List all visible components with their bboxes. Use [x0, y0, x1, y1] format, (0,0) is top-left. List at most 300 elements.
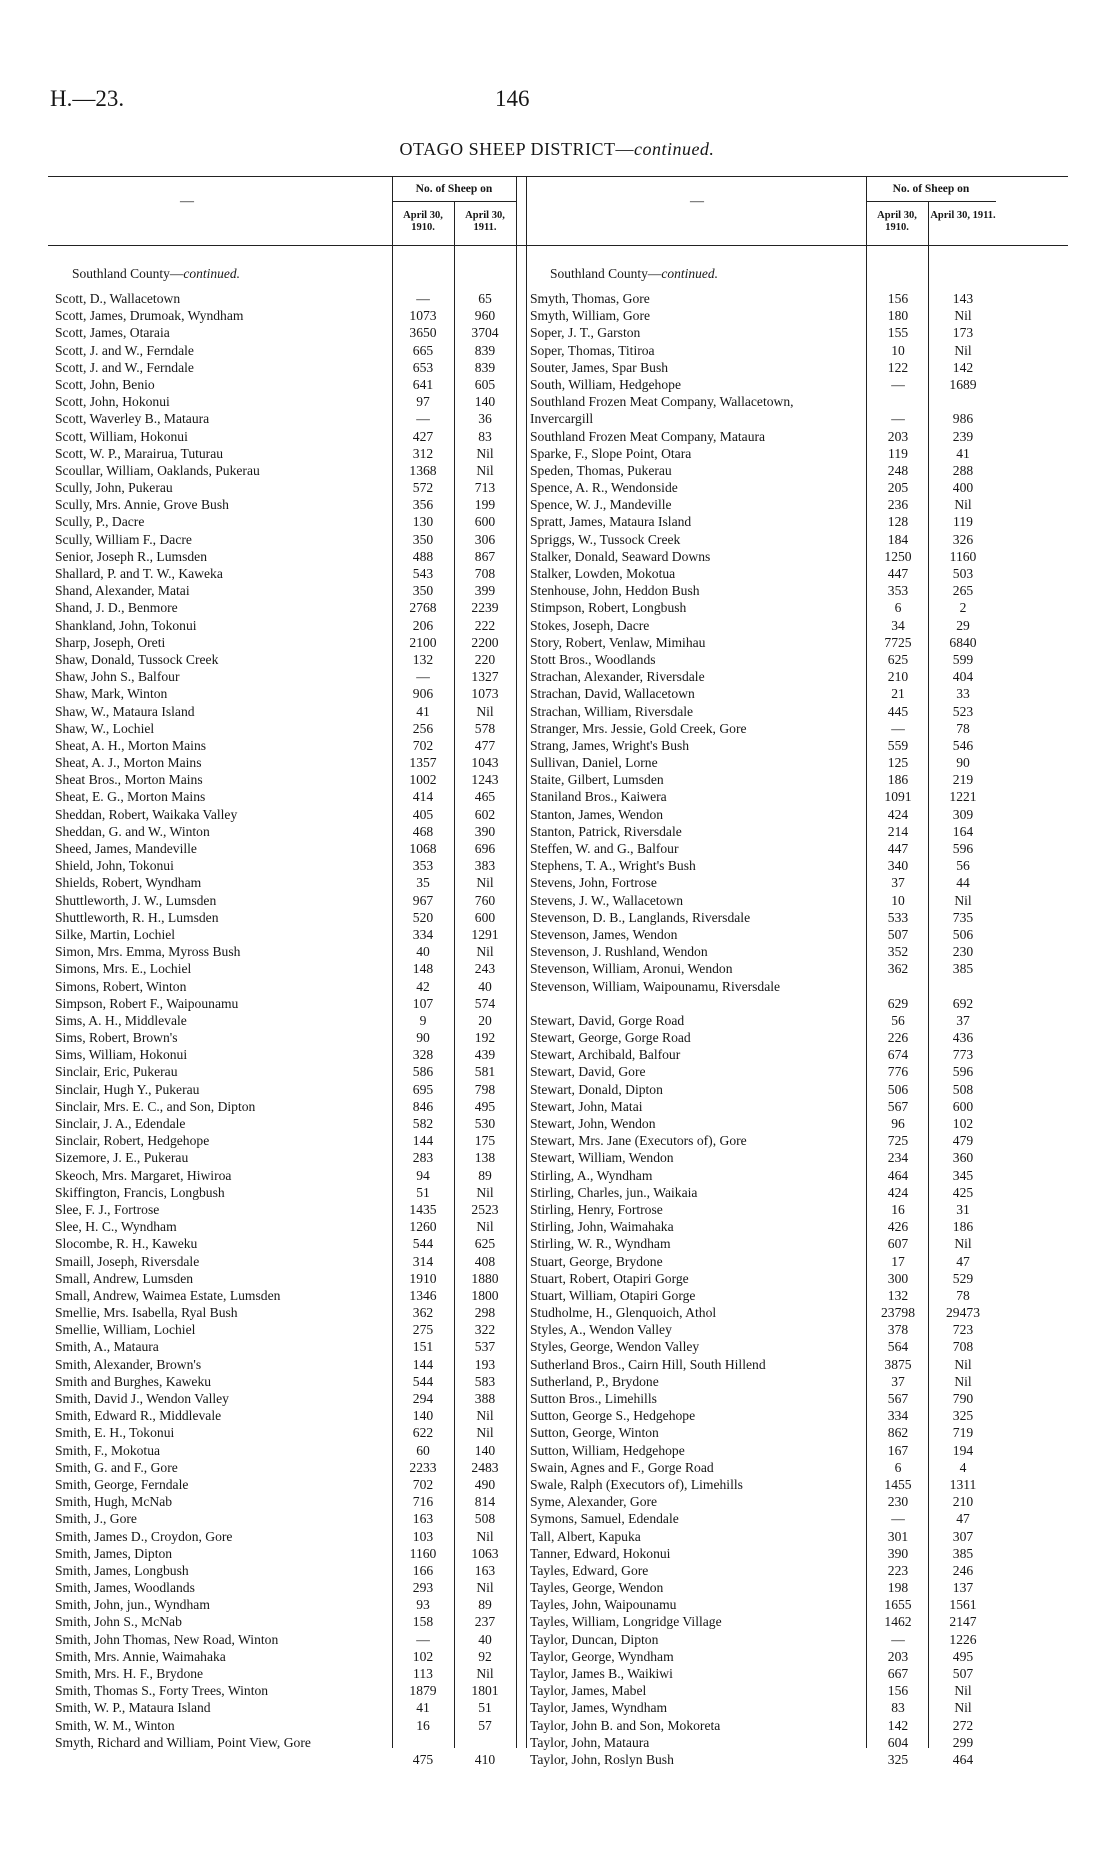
table-row — [530, 479, 1000, 496]
sheep-1911: 1689 — [949, 376, 977, 392]
sheep-1910: 350 — [412, 583, 434, 599]
sheep-1910: 334 — [412, 926, 434, 942]
owner-name: Sinclair, Hugh Y., Pukerau — [55, 1081, 200, 1097]
owner-name: Skiffington, Francis, Longbush — [55, 1184, 225, 1200]
sheep-1910: 37 — [891, 875, 905, 891]
table-row — [530, 1579, 1000, 1596]
sheep-1911: 29 — [956, 617, 970, 633]
owner-name: Sutton, George, Winton — [530, 1425, 659, 1441]
sheep-1911: 546 — [952, 737, 974, 753]
sheep-1910: 506 — [887, 1081, 909, 1097]
table-row — [530, 1442, 1000, 1459]
table-row — [55, 720, 525, 737]
owner-name: Sutherland Bros., Cairn Hill, South Hillend — [530, 1356, 766, 1372]
sheep-1910: 214 — [887, 823, 909, 839]
sheep-1911: 490 — [474, 1476, 496, 1492]
sheep-1911: 388 — [474, 1391, 496, 1406]
sheep-1910: 862 — [887, 1425, 909, 1441]
sheep-1911: Nil — [476, 1408, 494, 1424]
sheep-1911: 723 — [952, 1322, 974, 1338]
owner-name: Smith, E. H., Tokonui — [55, 1425, 175, 1441]
sheep-1910: 312 — [412, 445, 434, 461]
owner-name: Slee, H. C., Wyndham — [55, 1219, 177, 1235]
sheep-1911: 839 — [474, 342, 496, 358]
sheep-1910: 702 — [412, 1476, 434, 1492]
sheep-1910: 390 — [887, 1545, 909, 1561]
right-entries-list — [530, 290, 1000, 1768]
owner-name: Spriggs, W., Tussock Creek — [530, 531, 681, 547]
sheep-1911: 596 — [952, 841, 974, 857]
table-row — [530, 1596, 1000, 1613]
owner-name: Sheddan, G. and W., Winton — [55, 823, 210, 839]
owner-name: Stewart, Donald, Dipton — [530, 1081, 663, 1097]
table-row — [55, 1459, 525, 1476]
owner-name: Sheat, E. G., Morton Mains — [55, 789, 206, 805]
sheep-1910: 674 — [887, 1047, 909, 1063]
sheep-1910: 130 — [412, 514, 434, 530]
owner-name: Symons, Samuel, Edendale — [530, 1511, 679, 1527]
sheep-1910: 520 — [412, 909, 434, 925]
sheep-1911: Nil — [476, 462, 494, 478]
sheep-1910: — — [416, 1631, 430, 1647]
sheep-1910: 1357 — [409, 755, 437, 771]
owner-name: Scoullar, William, Oaklands, Pukerau — [55, 462, 260, 478]
sheep-1910: 725 — [887, 1133, 909, 1149]
owner-name: Sheat, A. H., Morton Mains — [55, 737, 207, 753]
table-row — [530, 1699, 1000, 1716]
table-row — [55, 909, 525, 926]
sheep-1911: 29473 — [946, 1305, 980, 1321]
owner-name: Smith, James, Woodlands — [55, 1580, 195, 1596]
sheep-1911: 89 — [478, 1597, 492, 1613]
owner-name: Stevenson, William, Aronui, Wendon — [530, 961, 733, 977]
sheep-1911: 56 — [956, 858, 970, 874]
table-row — [530, 531, 1000, 548]
sheep-1911: 41 — [956, 445, 970, 461]
sheep-1911: 199 — [474, 497, 496, 513]
sheep-1910: 665 — [412, 342, 434, 358]
sheep-1911: 867 — [474, 548, 496, 564]
sheep-1910: — — [891, 1631, 905, 1647]
owner-name: Swale, Ralph (Executors of), Limehills — [530, 1476, 743, 1492]
owner-name: Stirling, W. R., Wyndham — [530, 1236, 671, 1252]
sheep-1911: 51 — [478, 1700, 492, 1716]
sheep-1911: 102 — [952, 1116, 974, 1132]
table-row — [530, 1081, 1000, 1098]
owner-name: Smyth, Thomas, Gore — [530, 291, 650, 306]
sheep-1910: — — [891, 720, 905, 736]
sheep-1910: 166 — [412, 1562, 434, 1578]
owner-name: Southland Frozen Meat Company, Wallacetown, Invercargill — [530, 394, 794, 427]
table-row — [55, 1390, 525, 1407]
owner-name: Stranger, Mrs. Jessie, Gold Creek, Gore — [530, 720, 747, 736]
owner-name: Strachan, William, Riversdale — [530, 703, 694, 719]
sheep-1910: 256 — [412, 720, 434, 736]
sheep-1911: 798 — [474, 1081, 496, 1097]
owner-name: Stewart, David, Gorge Road — [530, 1012, 685, 1028]
table-row — [530, 1631, 1000, 1648]
table-row — [55, 1734, 525, 1768]
sheep-1910: 301 — [887, 1528, 909, 1544]
owner-name: Sheat, A. J., Morton Mains — [55, 755, 202, 771]
owner-name: Stokes, Joseph, Dacre — [530, 617, 650, 633]
owner-name: Tayles, George, Wendon — [530, 1580, 664, 1596]
sheep-1910: 140 — [412, 1408, 434, 1424]
table-row — [530, 582, 1000, 599]
sheep-1911: 33 — [956, 686, 970, 702]
sheep-1911: 814 — [474, 1494, 496, 1510]
owner-name: Scott, J. and W., Ferndale — [55, 342, 194, 358]
sheep-1911: 708 — [474, 566, 496, 581]
sheep-1911: 465 — [474, 789, 496, 805]
sheep-1911: 1043 — [471, 755, 499, 771]
table-row — [55, 617, 525, 634]
table-row — [530, 823, 1000, 840]
sheep-1910: 1250 — [884, 548, 912, 564]
left-no-of-sheep-header: No. of Sheep on — [415, 183, 493, 195]
sheep-1911: 2239 — [471, 600, 499, 616]
sheep-1910: 1879 — [409, 1683, 437, 1699]
sheep-1910: 507 — [887, 926, 909, 942]
sheep-1911: 65 — [478, 291, 492, 306]
table-top-rule — [48, 176, 1068, 177]
sheep-1911: 1880 — [471, 1270, 499, 1286]
sheep-1910: 427 — [412, 428, 434, 444]
table-row — [55, 1029, 525, 1046]
sheep-1910: 586 — [412, 1064, 434, 1080]
sheep-1910: 102 — [412, 1648, 434, 1664]
sheep-1910: 226 — [887, 1030, 909, 1046]
table-row — [55, 445, 525, 462]
owner-name: Sutton, William, Hedgehope — [530, 1442, 685, 1458]
sheep-1911: 495 — [474, 1098, 496, 1114]
table-row — [55, 513, 525, 530]
sheep-1910: 156 — [887, 1683, 909, 1699]
table-row — [530, 1648, 1000, 1665]
table-row — [55, 823, 525, 840]
sheep-1911: 600 — [952, 1098, 974, 1114]
table-row — [530, 806, 1000, 823]
sheep-1910: 300 — [887, 1270, 909, 1286]
sheep-1911: 1311 — [949, 1476, 977, 1492]
sheep-1910: 144 — [412, 1133, 434, 1149]
sheep-1910: 40 — [416, 944, 430, 960]
sheep-1911: 581 — [474, 1064, 496, 1080]
table-row — [55, 376, 525, 393]
table-row — [530, 978, 1000, 1012]
sheep-1911: 578 — [474, 720, 496, 736]
owner-name: Stuart, Robert, Otapiri Gorge — [530, 1270, 689, 1286]
sheep-1910: 488 — [412, 548, 434, 564]
sheep-1911: 138 — [474, 1150, 496, 1166]
sheep-1910: 356 — [412, 497, 434, 513]
table-row — [55, 806, 525, 823]
sheep-1910: 151 — [412, 1339, 434, 1355]
sheep-1910: 1368 — [409, 462, 437, 478]
table-row — [530, 445, 1000, 462]
owner-name: Staite, Gilbert, Lumsden — [530, 772, 664, 788]
owner-name: Stirling, Henry, Fortrose — [530, 1201, 663, 1217]
table-row — [530, 617, 1000, 634]
sheep-1911: 360 — [952, 1150, 974, 1166]
owner-name: Shand, Alexander, Matai — [55, 583, 190, 599]
owner-name: Scully, John, Pukerau — [55, 480, 173, 496]
left-entries-list — [55, 290, 525, 1768]
owner-name: Tayles, Edward, Gore — [530, 1562, 649, 1578]
sheep-1910: 203 — [887, 428, 909, 444]
sheep-1910: 641 — [412, 376, 434, 392]
left-col-1910-header: April 30, 1910. — [403, 210, 443, 233]
sheep-1911: 193 — [474, 1356, 496, 1372]
owner-name: Scott, Waverley B., Mataura — [55, 411, 210, 427]
sheep-1911: 137 — [952, 1580, 974, 1596]
table-row — [55, 531, 525, 548]
owner-name: Smith, James, Longbush — [55, 1562, 189, 1578]
sheep-1911: 265 — [952, 583, 974, 599]
sheep-1910: 156 — [887, 291, 909, 306]
table-row — [530, 1098, 1000, 1115]
owner-name: Smith, W. P., Mataura Island — [55, 1700, 211, 1716]
owner-name: Taylor, James B., Waikiwi — [530, 1666, 673, 1682]
sheep-1910: 248 — [887, 462, 909, 478]
sheep-1910: 2768 — [409, 600, 437, 616]
sheep-1910: 97 — [416, 394, 430, 410]
owner-name: Stalker, Lowden, Mokotua — [530, 566, 676, 582]
table-row — [55, 496, 525, 513]
table-row — [55, 290, 525, 307]
sheep-1911: 230 — [952, 944, 974, 960]
sheep-1910: 90 — [416, 1030, 430, 1046]
table-row — [530, 960, 1000, 977]
sheep-1911: 306 — [474, 531, 496, 547]
sheep-1911: 92 — [478, 1648, 492, 1664]
table-row — [530, 1665, 1000, 1682]
sheep-1910: 572 — [412, 480, 434, 496]
sheep-1911: 175 — [474, 1133, 496, 1149]
table-row — [55, 874, 525, 891]
sheep-1911: 583 — [474, 1373, 496, 1389]
sheep-1911: 574 — [474, 995, 496, 1011]
sheep-1910: 234 — [887, 1150, 909, 1166]
table-row — [55, 1201, 525, 1218]
sheep-1910: 906 — [412, 686, 434, 702]
table-row — [55, 1167, 525, 1184]
table-row — [55, 1476, 525, 1493]
sheep-1910: 96 — [891, 1116, 905, 1132]
table-row — [55, 840, 525, 857]
sheep-1911: Nil — [476, 1425, 494, 1441]
table-row — [55, 1046, 525, 1063]
sheep-1911: 605 — [474, 376, 496, 392]
sheep-1910: 426 — [887, 1219, 909, 1235]
table-row — [55, 1510, 525, 1527]
sheep-1911: 436 — [952, 1030, 974, 1046]
sheep-1910: 1910 — [409, 1270, 437, 1286]
sheep-1910: 567 — [887, 1391, 909, 1407]
owner-name: Stirling, Charles, jun., Waikaia — [530, 1184, 698, 1200]
owner-name: Story, Robert, Venlaw, Mimihau — [530, 634, 706, 650]
sheep-1910: 41 — [416, 703, 430, 719]
sheep-1911: 960 — [474, 308, 496, 324]
table-row — [55, 1613, 525, 1630]
sheep-1910: 314 — [412, 1253, 434, 1269]
owner-name: Sparke, F., Slope Point, Otara — [530, 445, 692, 461]
owner-name: Slocombe, R. H., Kaweku — [55, 1236, 198, 1252]
sheep-1910: 37 — [891, 1373, 905, 1389]
owner-name: Southland Frozen Meat Company, Mataura — [530, 428, 766, 444]
sheep-1910: 113 — [413, 1666, 433, 1681]
sheep-1910: 445 — [887, 703, 909, 719]
sheep-1910: 158 — [412, 1614, 434, 1630]
sheep-1911: 78 — [956, 720, 970, 736]
owner-name: Smith, Mrs. Annie, Waimahaka — [55, 1648, 226, 1664]
owner-name: Stenhouse, John, Heddon Bush — [530, 583, 700, 599]
owner-name: Smith, John S., McNab — [55, 1614, 182, 1630]
owner-name: Studholme, H., Glenquoich, Athol — [530, 1305, 717, 1321]
table-row — [55, 978, 525, 995]
sheep-1911: Nil — [954, 308, 972, 324]
sheep-1911: 140 — [474, 394, 496, 410]
owner-name: Smith, J., Gore — [55, 1511, 137, 1527]
sheep-1911: 272 — [952, 1717, 974, 1733]
table-row — [530, 1046, 1000, 1063]
table-row — [530, 342, 1000, 359]
table-row — [55, 1132, 525, 1149]
table-row — [530, 1373, 1000, 1390]
table-row — [530, 668, 1000, 685]
table-row — [530, 1184, 1000, 1201]
owner-name: Sinclair, Eric, Pukerau — [55, 1064, 178, 1080]
table-row — [55, 479, 525, 496]
table-row — [530, 1407, 1000, 1424]
sheep-1910: 622 — [412, 1425, 434, 1441]
sheep-1911: 507 — [952, 1666, 974, 1682]
owner-name: Sheat Bros., Morton Mains — [55, 772, 203, 788]
table-row — [55, 582, 525, 599]
sheep-1911: 164 — [952, 823, 974, 839]
owner-name: Tayles, William, Longridge Village — [530, 1614, 722, 1630]
sheep-1910: 148 — [412, 961, 434, 977]
table-row — [55, 410, 525, 427]
sheep-1911: 530 — [474, 1116, 496, 1131]
sheep-1911: 408 — [474, 1253, 496, 1269]
owner-name: Stevenson, J. Rushland, Wendon — [530, 944, 708, 960]
table-row — [530, 857, 1000, 874]
document-reference: H.—23. — [50, 86, 125, 111]
owner-name: Shand, J. D., Benmore — [55, 600, 178, 616]
table-row — [530, 1149, 1000, 1166]
sheep-1911: 47 — [956, 1511, 970, 1527]
table-row — [55, 1321, 525, 1338]
sheep-1910: 353 — [887, 583, 909, 599]
owner-name: Tanner, Edward, Hokonui — [530, 1545, 671, 1561]
sheep-1910: 42 — [416, 978, 430, 994]
sheep-1910: 475 — [412, 1751, 434, 1767]
sheep-1911: 986 — [952, 411, 974, 427]
sheep-1910: 362 — [412, 1305, 434, 1321]
table-row — [55, 1063, 525, 1080]
sheep-1910: 206 — [412, 617, 434, 633]
table-row — [530, 703, 1000, 720]
sheep-1911: 163 — [474, 1562, 496, 1578]
sheep-1911: 2 — [959, 600, 967, 616]
sheep-1911: 790 — [952, 1391, 974, 1407]
sheep-1910: 6 — [894, 1459, 902, 1475]
sheep-1910: 3875 — [884, 1356, 912, 1372]
table-row — [55, 1081, 525, 1098]
owner-name: Taylor, James, Mabel — [530, 1683, 647, 1699]
table-row — [55, 1115, 525, 1132]
sheep-1911: 495 — [952, 1648, 974, 1664]
table-row — [55, 1184, 525, 1201]
table-row — [55, 1235, 525, 1252]
owner-name: Staniland Bros., Kaiwera — [530, 789, 667, 805]
owner-name: Simon, Mrs. Emma, Myross Bush — [55, 944, 241, 960]
table-row — [55, 1218, 525, 1235]
table-row — [530, 788, 1000, 805]
table-row — [55, 788, 525, 805]
owner-name: Stevens, John, Fortrose — [530, 875, 657, 891]
owner-name: Strang, James, Wright's Bush — [530, 737, 690, 753]
table-row — [530, 1338, 1000, 1355]
sheep-1911: 760 — [474, 892, 496, 908]
sheep-1911: Nil — [954, 1356, 972, 1372]
table-row — [55, 685, 525, 702]
sheep-1911: 192 — [474, 1030, 496, 1046]
sheep-1910: 128 — [887, 514, 909, 530]
table-row — [530, 290, 1000, 307]
sheep-1910: 184 — [887, 531, 909, 547]
sheep-1910: 1435 — [409, 1201, 437, 1217]
owner-name: Scott, John, Hokonui — [55, 394, 170, 410]
sheep-1911: 78 — [956, 1287, 970, 1303]
sheep-1910: — — [416, 291, 430, 306]
table-row — [55, 960, 525, 977]
table-row — [530, 1476, 1000, 1493]
sheep-1911: 4 — [959, 1459, 967, 1475]
sheep-1910: 180 — [887, 308, 909, 324]
owner-name: Smith, A., Mataura — [55, 1339, 159, 1355]
owner-name: Slee, F. J., Fortrose — [55, 1201, 160, 1217]
owner-name: Stewart, John, Matai — [530, 1098, 643, 1114]
owner-name: Senior, Joseph R., Lumsden — [55, 548, 208, 564]
sheep-1910: 17 — [891, 1253, 905, 1269]
sheep-1911: 390 — [474, 823, 496, 839]
table-row — [530, 1167, 1000, 1184]
table-row — [55, 1682, 525, 1699]
sheep-1911: 31 — [956, 1201, 970, 1217]
owner-name: Sutton, George S., Hedgehope — [530, 1408, 696, 1424]
sheep-1910: 353 — [412, 858, 434, 874]
table-row — [530, 1682, 1000, 1699]
sheep-1910: 51 — [416, 1184, 430, 1200]
sheep-1911: Nil — [954, 1236, 972, 1252]
sheep-1910: 352 — [887, 944, 909, 960]
table-row — [55, 548, 525, 565]
table-row — [530, 1528, 1000, 1545]
sheep-1910: 60 — [416, 1442, 430, 1458]
sheep-1910: 362 — [887, 961, 909, 977]
sheep-1911: 400 — [952, 480, 974, 496]
table-row — [55, 892, 525, 909]
sheep-1911: 735 — [952, 909, 974, 925]
table-row — [55, 307, 525, 324]
owner-name: Silke, Martin, Lochiel — [55, 926, 176, 942]
owner-name: Spratt, James, Mataura Island — [530, 514, 692, 530]
sheep-1911: Nil — [954, 1700, 972, 1716]
owner-name: Shield, John, Tokonui — [55, 858, 174, 874]
sheep-1911: 3704 — [471, 325, 499, 341]
